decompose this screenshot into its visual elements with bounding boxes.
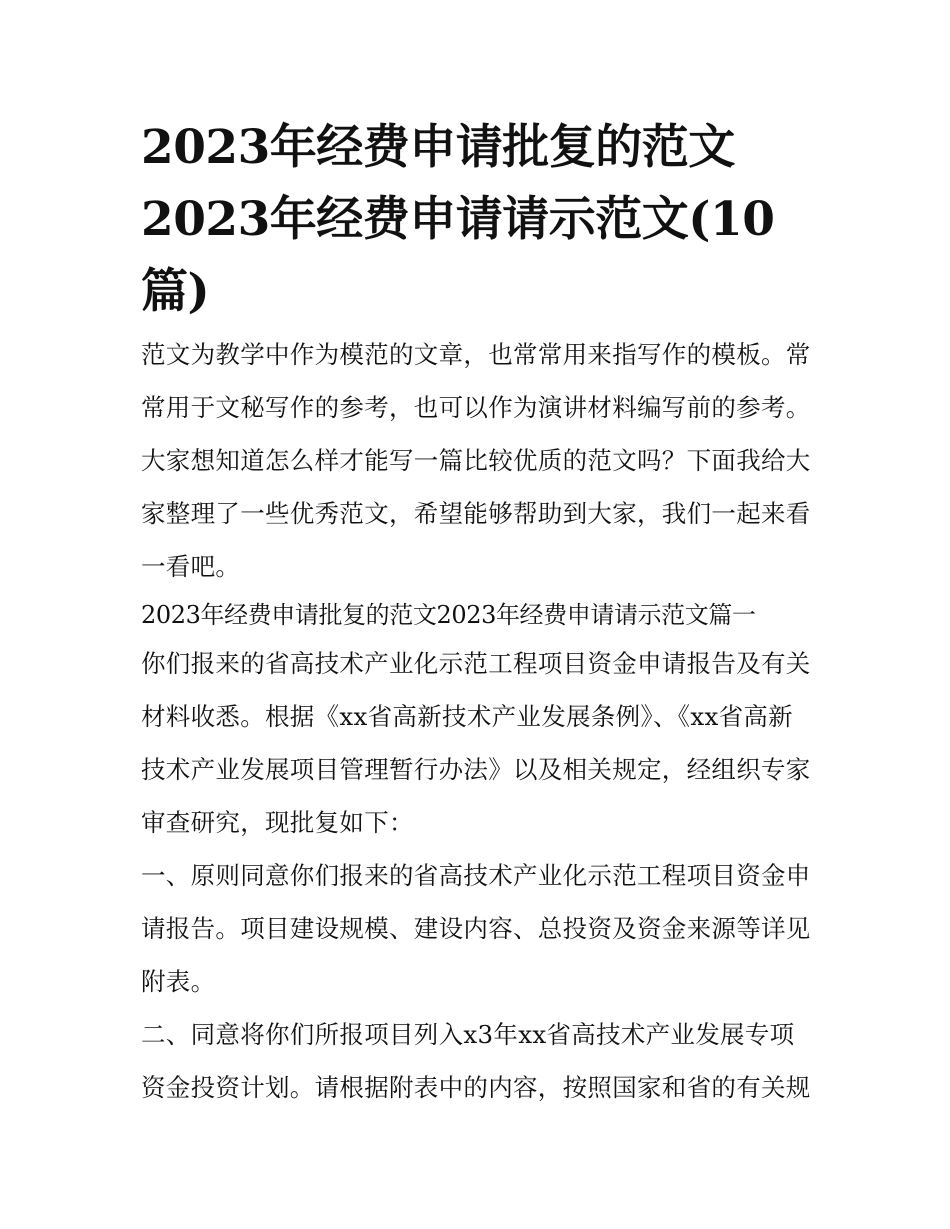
body-paragraph: 一、原则同意你们报来的省高技术产业化示范工程项目资金申请报告。项目建设规模、建设内容、总投资及资金来源等详见附表。 xyxy=(141,861,811,996)
intro-paragraph: 范文为教学中作为模范的文章，也常常用来指写作的模板。常常用于文秘写作的参考，也可以作为演讲材料编写前的参考。大家想知道怎么样才能写一篇比较优质的范文吗？下面我给大家整理了一些优秀范文，希望能够帮助到大家，我们一起来看一看吧。 xyxy=(141,340,811,581)
body-paragraph: 你们报来的省高技术产业化示范工程项目资金申请报告及有关材料收悉。根据《xx省高新技术产业发展条例》、《xx省高新技术产业发展项目管理暂行办法》以及相关规定，经组织专家审查研究，现批复如下： xyxy=(141,649,811,837)
document-page xyxy=(141,112,813,1114)
section-heading: 2023年经费申请批复的范文2023年经费申请请示范文篇一 xyxy=(141,601,756,629)
document-title xyxy=(141,112,813,328)
title-line: 2023年经费申请批复的范文 xyxy=(141,120,735,175)
body-paragraph: 二、同意将你们所报项目列入x3年xx省高技术产业发展专项资金投资计划。请根据附表中的内容，按照国家和省的有关规 xyxy=(141,1020,811,1102)
title-line: 篇) xyxy=(141,264,210,319)
title-line: 2023年经费申请请示范文(10 xyxy=(141,192,775,247)
